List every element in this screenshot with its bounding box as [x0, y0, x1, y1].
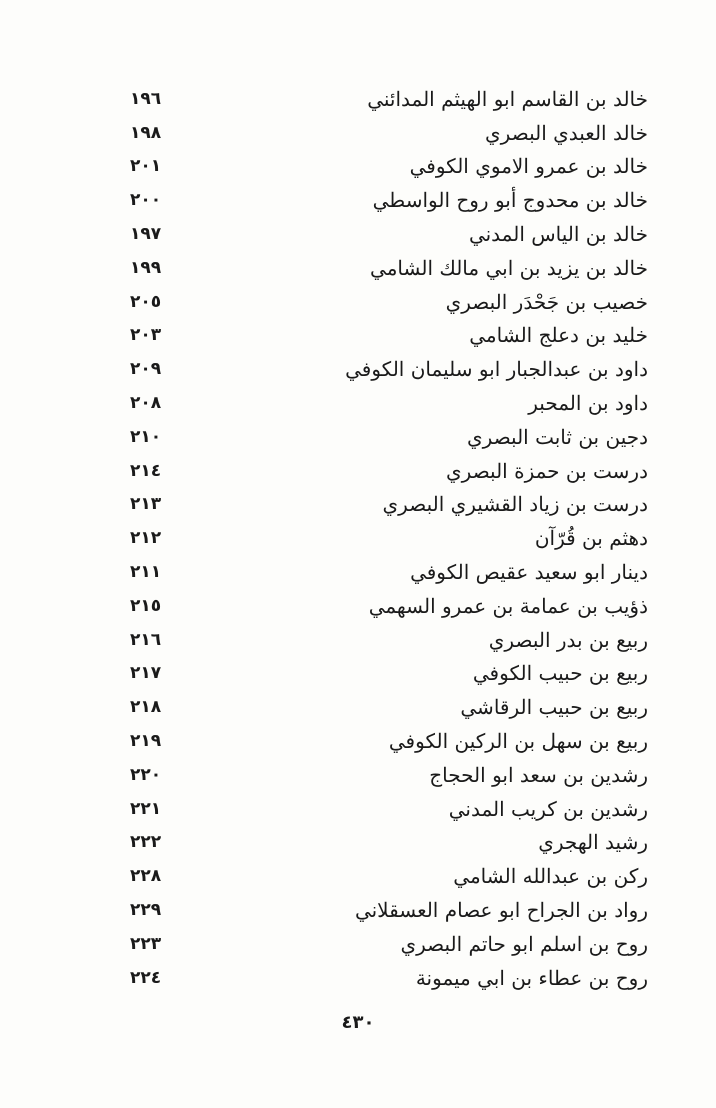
entry-name: خالد بن القاسم ابو الهيثم المدائني	[367, 86, 648, 111]
entry-name: خالد بن عمرو الاموي الكوفي	[409, 154, 648, 179]
entry-page-number: ٢١٤	[130, 460, 162, 481]
index-entry	[130, 555, 648, 589]
index-entry	[130, 589, 648, 623]
index-entry	[130, 826, 648, 860]
entry-page-number: ١٩٧	[130, 224, 162, 245]
entry-name: داود بن المحبر	[528, 391, 648, 416]
entry-name: روح بن عطاء بن ابي ميمونة	[415, 965, 648, 990]
entry-page-number: ٢١٥	[130, 595, 162, 616]
index-entry	[130, 657, 648, 691]
index-entry	[130, 961, 648, 995]
entry-page-number: ٢١٨	[130, 697, 162, 718]
entry-name: ذؤيب بن عمامة بن عمرو السهمي	[368, 593, 648, 618]
entry-page-number: ٢٠٥	[130, 291, 162, 312]
index-entry	[130, 386, 648, 420]
entry-name: خالد بن يزيد بن ابي مالك الشامي	[370, 255, 648, 280]
index-entry	[130, 319, 648, 353]
entry-name: درست بن زياد القشيري البصري	[382, 492, 648, 517]
index-entry	[130, 758, 648, 792]
entry-name: ربيع بن حبيب الرقاشي	[460, 695, 648, 720]
entry-page-number: ٢٢٠	[130, 764, 162, 785]
entry-page-number: ٢٠٣	[130, 325, 162, 346]
entry-name: رواد بن الجراح ابو عصام العسقلاني	[354, 898, 648, 923]
index-entry	[130, 927, 648, 961]
entry-page-number: ٢٢٣	[130, 933, 162, 954]
index-entry	[130, 859, 648, 893]
index-entry	[130, 82, 648, 116]
index-entry	[130, 352, 648, 386]
entry-page-number: ٢٠٩	[130, 359, 162, 380]
page-number: ٤٣٠	[341, 1012, 375, 1033]
index-entry	[130, 893, 648, 927]
entry-page-number: ٢١٠	[130, 426, 162, 447]
index-entry	[130, 251, 648, 285]
entry-page-number: ٢٢٩	[130, 900, 162, 921]
entry-page-number: ١٩٩	[130, 257, 162, 278]
entry-name: رشدين بن كريب المدني	[448, 796, 648, 821]
entry-page-number: ٢١٣	[130, 494, 162, 515]
entry-page-number: ١٩٦	[130, 88, 162, 109]
entry-name: رشيد الهجري	[538, 830, 648, 855]
entry-page-number: ٢٠١	[130, 156, 162, 177]
index-entry	[130, 792, 648, 826]
entry-page-number: ٢٢١	[130, 798, 162, 819]
index-entry	[130, 150, 648, 184]
entry-name: خصيب بن جَحْدَر البصري	[445, 289, 648, 314]
entry-page-number: ٢١٧	[130, 663, 162, 684]
index-entry	[130, 623, 648, 657]
index-entry	[130, 724, 648, 758]
entry-name: درست بن حمزة البصري	[446, 458, 648, 483]
entry-page-number: ٢٢٨	[130, 866, 162, 887]
index-entry	[130, 420, 648, 454]
entry-name: داود بن عبدالجبار ابو سليمان الكوفي	[345, 357, 648, 382]
entry-page-number: ١٩٨	[130, 122, 162, 143]
entry-page-number: ٢٢٤	[130, 967, 162, 988]
entry-name: ربيع بن سهل بن الركين الكوفي	[388, 729, 648, 754]
entry-page-number: ٢٠٠	[130, 190, 162, 211]
entry-name: ربيع بن بدر البصري	[488, 627, 648, 652]
entry-name: دهثم بن قُرّآن	[534, 526, 648, 551]
entry-name: رشدين بن سعد ابو الحجاج	[429, 762, 648, 787]
index-list	[130, 82, 648, 995]
entry-page-number: ٢١٢	[130, 528, 162, 549]
index-entry	[130, 183, 648, 217]
entry-page-number: ٢١٦	[130, 629, 162, 650]
entry-page-number: ٢١٩	[130, 731, 162, 752]
entry-name: دجين بن ثابت البصري	[467, 424, 648, 449]
entry-name: ركن بن عبدالله الشامي	[453, 864, 648, 889]
entry-name: خالد بن الياس المدني	[468, 222, 648, 247]
index-entry	[130, 285, 648, 319]
index-entry	[130, 690, 648, 724]
index-entry	[130, 116, 648, 150]
entry-page-number: ٢٠٨	[130, 393, 162, 414]
index-entry	[130, 488, 648, 522]
index-entry	[130, 454, 648, 488]
entry-name: روح بن اسلم ابو حاتم البصري	[400, 931, 648, 956]
entry-page-number: ٢٢٢	[130, 832, 162, 853]
entry-name: خالد بن محدوج أبو روح الواسطي	[372, 188, 648, 213]
entry-page-number: ٢١١	[130, 562, 162, 583]
index-entry	[130, 521, 648, 555]
entry-name: خالد العبدي البصري	[485, 120, 648, 145]
index-entry	[130, 217, 648, 251]
entry-name: ربيع بن حبيب الكوفي	[472, 661, 648, 686]
entry-name: خليد بن دعلج الشامي	[469, 323, 648, 348]
entry-name: دينار ابو سعيد عقيص الكوفي	[410, 560, 648, 585]
